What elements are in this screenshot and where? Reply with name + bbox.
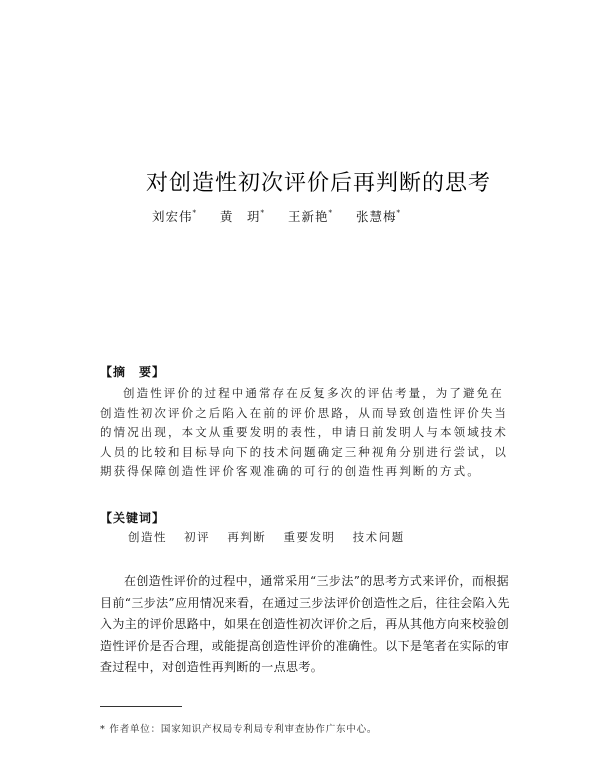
author-4-name: 张慧梅 xyxy=(356,209,397,224)
footnote-mark: * xyxy=(100,724,106,735)
keyword-item: 重要发明 xyxy=(283,530,336,544)
footnote-divider xyxy=(100,706,182,707)
footnote xyxy=(100,721,520,735)
keyword-item: 创造性 xyxy=(128,530,167,544)
author-2-name: 黄 玥 xyxy=(220,209,261,224)
author-1 xyxy=(152,207,197,225)
abstract-text: 创造性评价的过程中通常存在反复多次的评估考量，为了避免在创造性初次评价之后陷入在前的评价思路，从而导致创造性评价失当的情况出现，本文从重要发明的表性，申请日前发明人与本领域技术人员的比较和目标导向下的技术问题确定三种视角分别进行尝试，以期获得保障创造性评价客观准确的可行的创造性再判断的方式。 xyxy=(100,386,508,478)
author-4 xyxy=(356,207,401,225)
author-2-mark: * xyxy=(260,209,266,217)
footnote-text: 作者单位：国家知识产权局专利局专利审查协作广东中心。 xyxy=(109,724,378,735)
author-1-name: 刘宏伟 xyxy=(152,209,193,224)
body-paragraph: 在创造性评价的过程中，通常采用“三步法”的思考方式来评价，而根据目前“三步法”应用情况来看，在通过三步法评价创造性之后，往往会陷入先入为主的评价思路中，如果在创造性初次评价之后，再从其他方向来校验创造性评价是否合理，或能提高创造性评价的准确性。以下是笔者在实际的审查过程中，对创造性再判断的一点思考。 xyxy=(100,574,510,674)
keyword-item: 技术问题 xyxy=(352,530,405,544)
author-3 xyxy=(288,207,333,225)
author-1-mark: * xyxy=(192,209,198,217)
author-3-mark: * xyxy=(328,209,334,217)
author-4-mark: * xyxy=(396,209,402,217)
keyword-list xyxy=(128,529,508,545)
author-list xyxy=(152,207,512,225)
keywords-label: 【关键词】 xyxy=(100,511,166,525)
keyword-item: 再判断 xyxy=(227,530,267,544)
paper-title: 对创造性初次评价后再判断的思考 xyxy=(146,171,492,196)
keyword-item: 初评 xyxy=(184,530,211,544)
author-2 xyxy=(220,207,265,225)
abstract-label: 【摘 要】 xyxy=(100,365,166,379)
author-3-name: 王新艳 xyxy=(288,209,329,224)
